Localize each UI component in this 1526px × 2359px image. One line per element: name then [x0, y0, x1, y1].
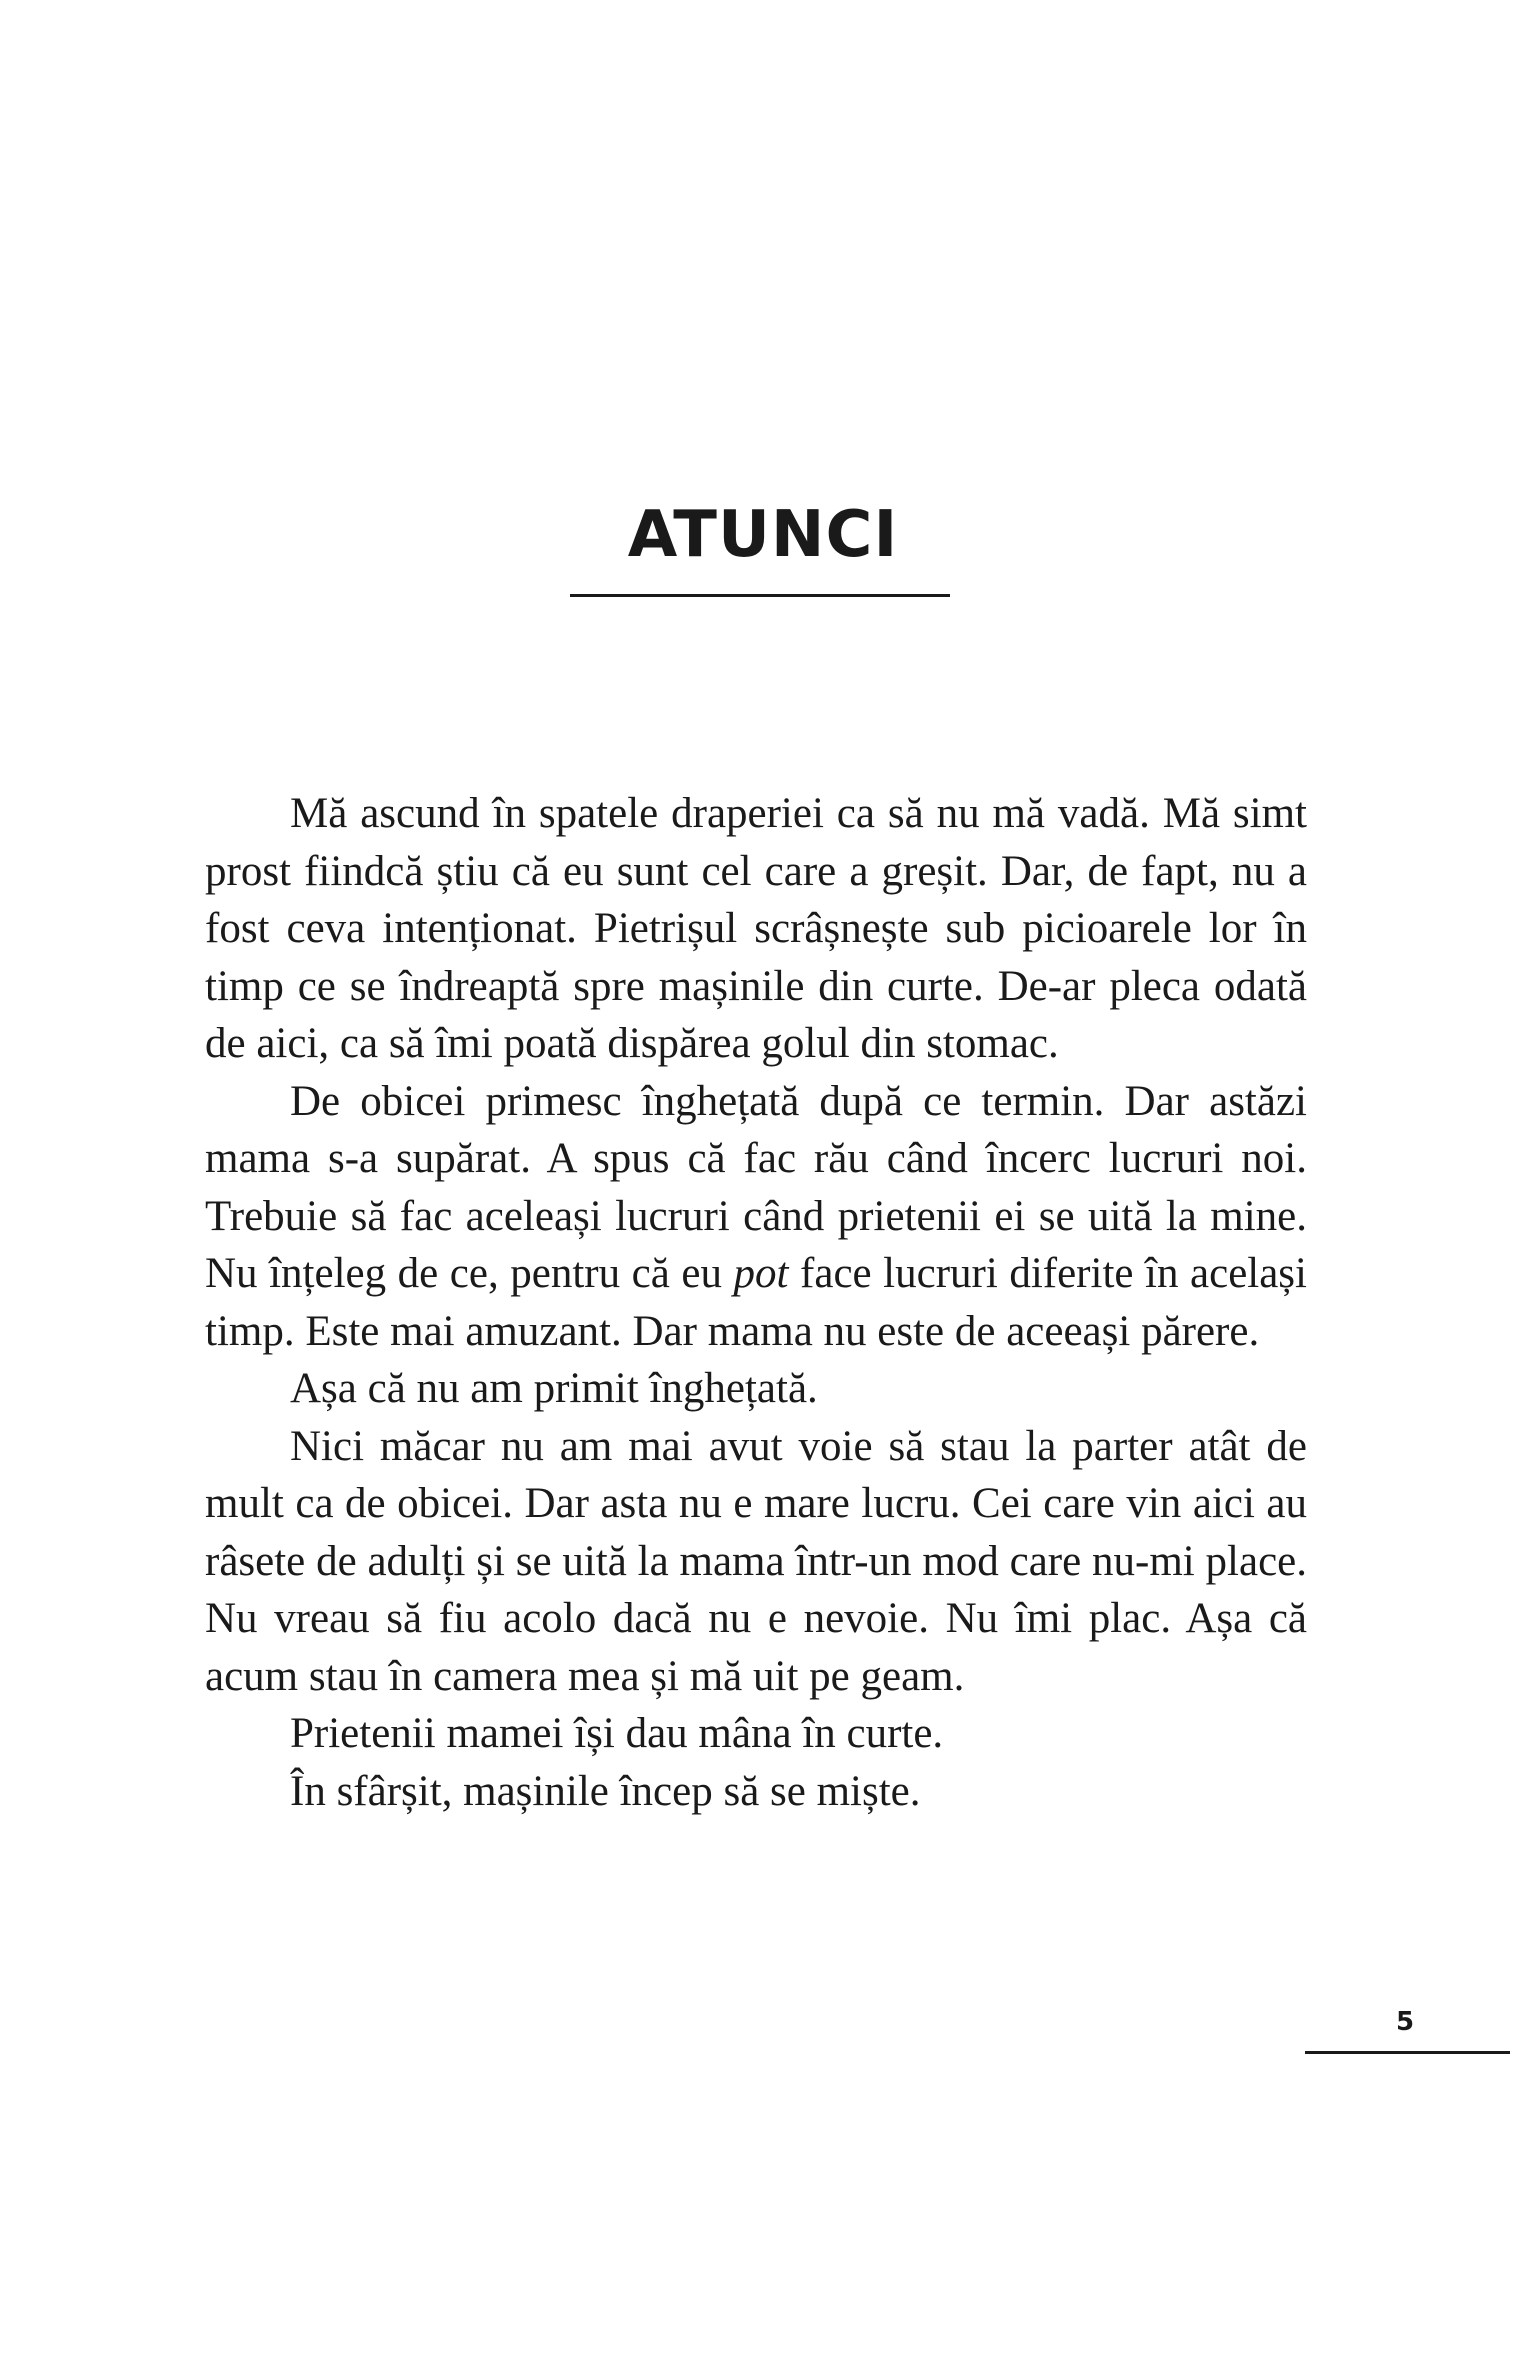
paragraph-3-text: Așa că nu am primit înghețată.	[290, 1365, 818, 1412]
paragraph-5-text: Prietenii mamei își dau mâna în curte.	[290, 1710, 944, 1757]
page-number-rule	[1305, 2051, 1510, 2054]
paragraph-3	[205, 1360, 1307, 1418]
page-number: 5	[1395, 2007, 1415, 2037]
paragraph-6	[205, 1763, 1307, 1821]
paragraph-4	[205, 1418, 1307, 1706]
paragraph-2-text-end: face lucruri diferite în același timp. Este mai amuzant. Dar mama nu este de aceeași părere.	[205, 1250, 1307, 1355]
paragraph-6-text: În sfârșit, mașinile încep să se miște.	[290, 1767, 921, 1815]
paragraph-2-emphasis: pot	[733, 1250, 789, 1297]
paragraph-1	[205, 785, 1307, 1073]
title-underline	[570, 594, 950, 597]
chapter-body	[205, 785, 1307, 1820]
paragraph-5	[205, 1705, 1307, 1763]
paragraph-1-text: Mă ascund în spatele draperiei ca să nu mă vadă. Mă simt prost fiindcă știu că eu sunt cel care a greșit. Dar, de fapt, nu a fost ceva intenționat. Pietrișul scrâșnește sub picioarele lor în timp ce se îndreaptă spre mașinile din curte. De-ar pleca odată de aici, ca să îmi poată dispărea golul din stomac.	[205, 790, 1307, 1067]
paragraph-2-text-start: De obicei primesc înghețată după ce termin. Dar astăzi mama s-a supărat. A spus că fac rău când încerc lucruri noi. Trebuie să fac aceleași lucruri când prietenii ei se uită la mine. Nu înțeleg de ce, pentru că eu	[205, 1077, 1307, 1297]
chapter-title: ATUNCI	[627, 498, 899, 572]
paragraph-4-text: Nici măcar nu am mai avut voie să stau la parter atât de mult ca de obicei. Dar asta nu e mare lucru. Cei care vin aici au râsete de adulți și se uită la mama într-un mod care nu-mi place. Nu vreau să fiu acolo dacă nu e nevoie. Nu îmi plac. Așa că acum stau în camera mea și mă uit pe geam.	[205, 1422, 1307, 1700]
paragraph-2	[205, 1073, 1307, 1361]
